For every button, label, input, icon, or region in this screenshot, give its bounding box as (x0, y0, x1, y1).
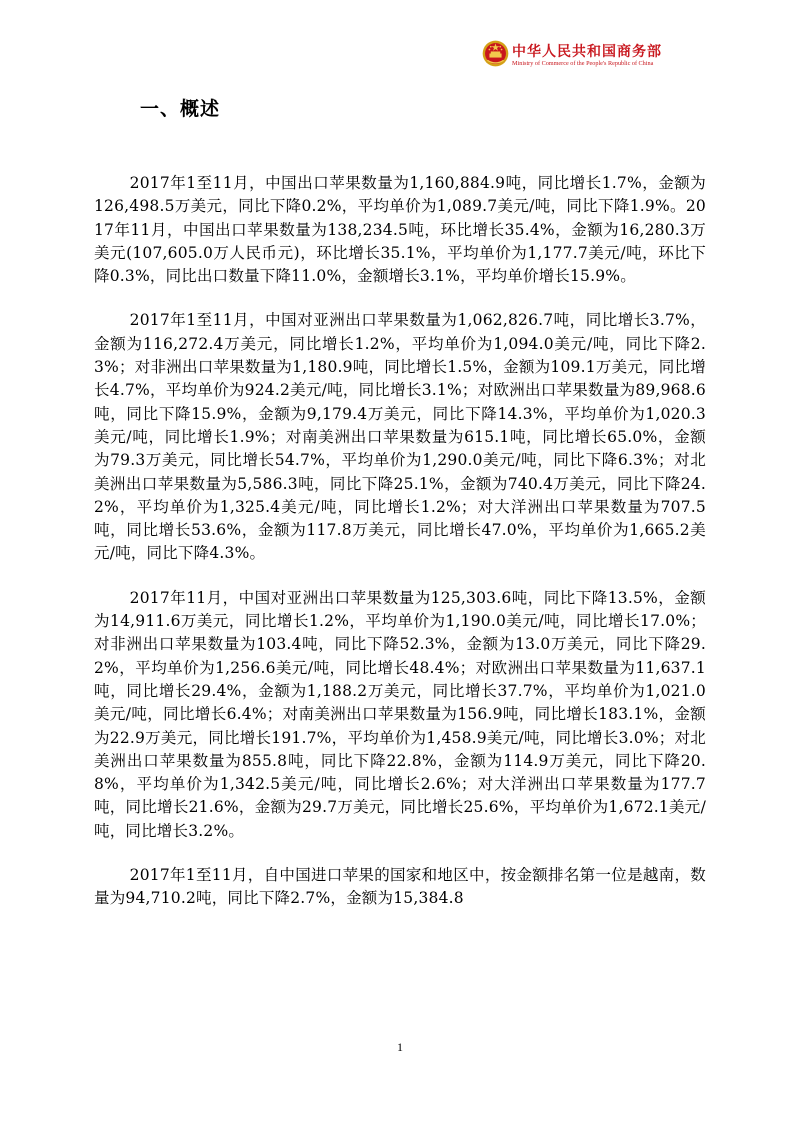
paragraph-overview: 2017年1至11月，中国出口苹果数量为1,160,884.9吨，同比增长1.7%，金额为126,498.5万美元，同比下降0.2%，平均单价为1,089.7美元/吨，同比下降1.9%。2017年11月，中国出口苹果数量为138,234.5吨，环比增长35.4%，金额为16,280.3万美元(107,605.0万人民币元)，环比增长35.1%，平均单价为1,177.7美元/吨，环比下降0.3%，同比出口数量下降11.0%，金额增长3.1%，平均单价增长15.9%。 (94, 174, 706, 286)
paragraph-region-jan-nov: 2017年1至11月，中国对亚洲出口苹果数量为1,062,826.7吨，同比增长3.7%，金额为116,272.4万美元，同比增长1.2%，平均单价为1,094.0美元/吨，同比下降2.3%；对非洲出口苹果数量为1,180.9吨，同比增长1.5%，金额为109.1万美元，同比增长4.7%，平均单价为924.2美元/吨，同比增长3.1%；对欧洲出口苹果数量为89,968.6吨，同比下降15.9%，金额为9,179.4万美元，同比下降14.3%，平均单价为1,020.3美元/吨，同比增长1.9%；对南美洲出口苹果数量为615.1吨，同比增长65.0%，金额为79.3万美元，同比增长54.7%，平均单价为1,290.0美元/吨，同比下降6.3%；对北美洲出口苹果数量为5,586.3吨，同比下降25.1%，金额为740.4万美元，同比下降24.2%，平均单价为1,325.4美元/吨，同比增长1.2%；对大洋洲出口苹果数量为707.5吨，同比增长53.6%，金额为117.8万美元，同比增长47.0%，平均单价为1,665.2美元/吨，同比下降4.3%。 (94, 311, 706, 563)
org-name-en: Ministry of Commerce of the People's Republic of China (512, 60, 654, 67)
paragraph-region-nov: 2017年11月，中国对亚洲出口苹果数量为125,303.6吨，同比下降13.5%，金额为14,911.6万美元，同比增长1.2%，平均单价为1,190.0美元/吨，同比增长17.0%；对非洲出口苹果数量为103.4吨，同比下降52.3%，金额为13.0万美元，同比下降29.2%，平均单价为1,256.6美元/吨，同比增长48.4%；对欧洲出口苹果数量为11,637.1吨，同比增长29.4%，金额为1,188.2万美元，同比增长37.7%，平均单价为1,021.0美元/吨，同比增长6.4%；对南美洲出口苹果数量为156.9吨，同比增长183.1%，金额为22.9万美元，同比增长191.7%，平均单价为1,458.9美元/吨，同比增长3.0%；对北美洲出口苹果数量为855.8吨，同比下降22.8%，金额为114.9万美元，同比下降20.8%，平均单价为1,342.5美元/吨，同比增长2.6%；对大洋洲出口苹果数量为177.7吨，同比增长21.6%，金额为29.7万美元，同比增长25.6%，平均单价为1,672.1美元/吨，同比增长3.2%。 (94, 588, 706, 840)
national-emblem-icon (482, 40, 509, 67)
page-header (482, 40, 722, 72)
report-body (94, 172, 706, 932)
org-name: 中华人民共和国商务部 (512, 44, 662, 60)
page-number: 1 (397, 1040, 403, 1054)
paragraph-importers: 2017年1至11月，自中国进口苹果的国家和地区中，按金额排名第一位是越南，数量为94,710.2吨，同比下降2.7%，金额为15,384.8 (94, 866, 706, 908)
section-title: 一、概述 (140, 98, 221, 120)
